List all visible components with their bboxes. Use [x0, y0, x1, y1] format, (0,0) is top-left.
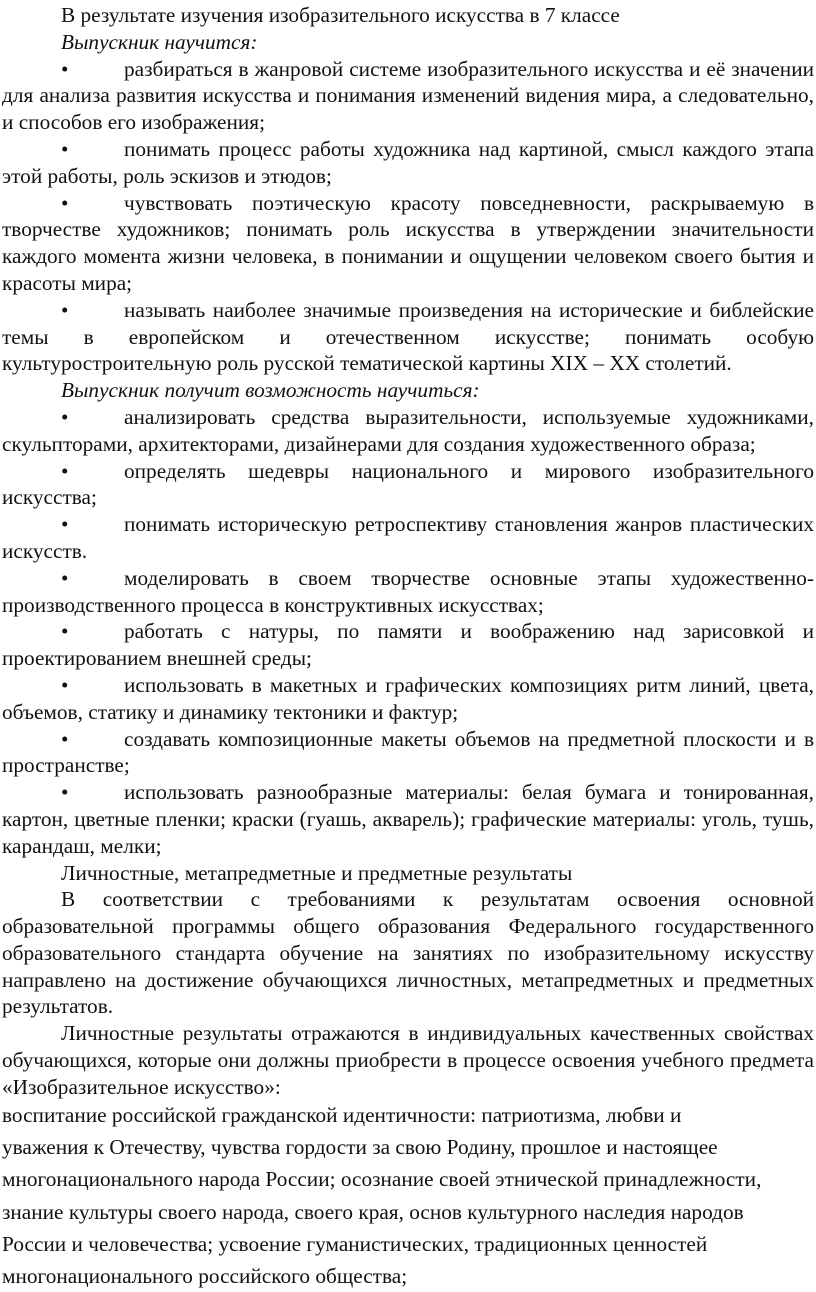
text-line: воспитание российской гражданской идентичности: патриотизма, любви и: [2, 1102, 682, 1127]
bullet-icon: •: [61, 726, 69, 751]
bullet-icon: •: [61, 404, 69, 429]
list-item: • использовать в макетных и графических композициях ритм линий, цвета, объемов, статику и динамику тектоники и фактур;: [2, 672, 814, 724]
bullet-icon: •: [61, 56, 69, 81]
bullet-icon: •: [61, 190, 69, 215]
list-item: • анализировать средства выразительности, используемые художниками, скульпторами, архитекторами, дизайнерами для создания художественного образа;: [2, 404, 814, 456]
learn-list: [2, 56, 814, 378]
text-line: многонационального российского общества;: [2, 1264, 408, 1289]
list-item: • определять шедевры национального и мирового изобразительного искусства;: [2, 458, 814, 510]
personal-results-paragraph: Личностные результаты отражаются в индивидуальных качественных свойствах обучающихся, которые они должны приобрести в процессе освоения учебного предмета «Изобразительное искусство»:: [2, 1021, 814, 1099]
bullet-icon: •: [61, 780, 69, 805]
bullet-icon: •: [61, 565, 69, 590]
text-line: уважения к Отечеству, чувства гордости за свою Родину, прошлое и настоящее: [2, 1134, 718, 1159]
document-page: [2, 2, 814, 1292]
list-item: • понимать историческую ретроспективу становления жанров пластических искусств.: [2, 512, 814, 563]
results-title: Личностные, метапредметные и предметные результаты: [61, 860, 573, 885]
list-item: • моделировать в своем творчестве основные этапы художественно-производственного процесса в конструктивных искусствах;: [2, 565, 814, 617]
bullet-icon: •: [61, 512, 69, 537]
section-title-opportunity: Выпускник получит возможность научиться:: [61, 378, 480, 403]
list-item: • создавать композиционные макеты объемов на предметной плоскости и в пространстве;: [2, 726, 814, 778]
bullet-icon: •: [61, 619, 69, 644]
list-item: • работать с натуры, по памяти и воображению над зарисовкой и проектированием внешней среды;: [2, 619, 814, 671]
list-item: • чувствовать поэтическую красоту повседневности, раскрываемую в творчестве художников; понимать роль искусства в утверждении значительности каждого момента жизни человека, в понимании и ощущении человеком своего бытия и красоты мира;: [2, 190, 814, 295]
list-item: • понимать процесс работы художника над картиной, смысл каждого этапа этой работы, роль эскизов и этюдов;: [2, 136, 814, 188]
text-line: многонационального народа России; осознание своей этнической принадлежности,: [2, 1167, 762, 1192]
list-item: • называть наиболее значимые произведения на исторические и библейские темы в европейском и отечественном искусстве; понимать особую культуростроительную роль русской тематической картины XIX – XX столетий.: [2, 297, 814, 376]
bullet-icon: •: [61, 672, 69, 697]
personal-results-list: [2, 1099, 814, 1292]
bullet-icon: •: [61, 458, 69, 483]
results-paragraph: В соответствии с требованиями к результатам освоения основной образовательной программы общего образования Федерального государственного образовательного стандарта обучение на занятиях по изобразительному искусству направлено на достижение обучающихся личностных, метапредметных и предметных результатов.: [2, 887, 814, 1019]
bullet-icon: •: [61, 136, 69, 161]
document-heading: В результате изучения изобразительного искусства в 7 классе: [61, 3, 620, 27]
opportunity-list: [2, 404, 814, 860]
text-line: знание культуры своего народа, своего края, основ культурного наследия народов: [2, 1199, 744, 1224]
section-title-learn: Выпускник научится:: [61, 29, 258, 54]
text-line: России и человечества; усвоение гуманистических, традиционных ценностей: [2, 1231, 708, 1256]
list-item: • разбираться в жанровой системе изобразительного искусства и её значении для анализа развития искусства и понимания изменений видения мира, а следовательно, и способов его изображения;: [2, 56, 814, 135]
bullet-icon: •: [61, 297, 69, 322]
list-item: • использовать разнообразные материалы: белая бумага и тонированная, картон, цветные пленки; краски (гуашь, акварель); графические материалы: уголь, тушь, карандаш, мелки;: [2, 780, 814, 858]
